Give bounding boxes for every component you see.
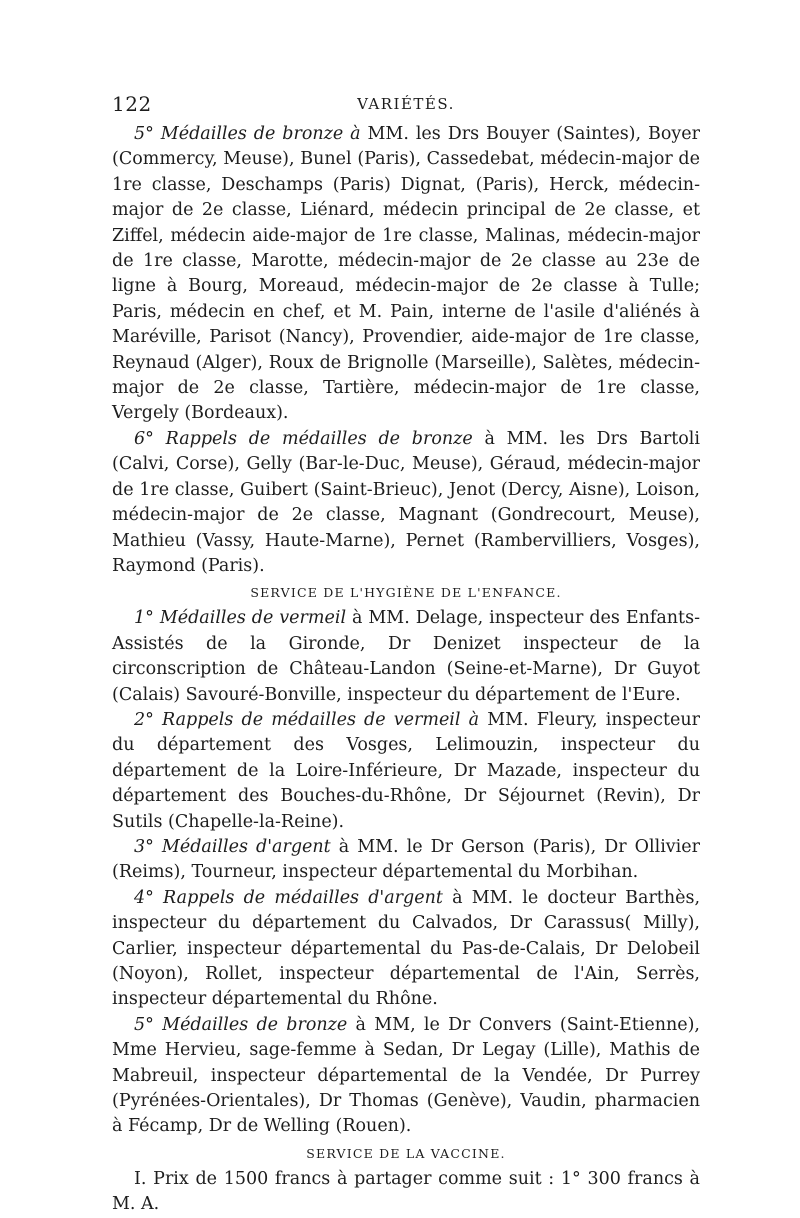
paragraph: [112, 606, 700, 708]
paragraph-lead: 1° Médailles de vermeil: [134, 608, 347, 629]
paragraph-text: MM. les Drs Bouyer (Saintes), Boyer (Commercy, Meuse), Bunel (Paris), Cassedebat, médecin-major de 1re classe, Deschamps (Paris) Dignat, (Paris), Herck, médecin-major de 2e classe, Liénard, médecin principal de 2e classe, et Ziffel, médecin aide-major de 1re classe, Malinas, médecin-major de 1re classe, Marotte, médecin-major de 2e classe au 23e de ligne à Bourg, Moreaud, médecin-major de 2e classe à Tulle; Paris, médecin en chef, et M. Pain, interne de l'asile d'aliénés à Maréville, Parisot (Nancy), Provendier, aide-major de 1re classe, Reynaud (Alger), Roux de Brignolle (Marseille), Salètes, médecin-major de 2e classe, Tartière, médecin-major de 1re classe, Vergely (Bordeaux).: [112, 124, 700, 424]
paragraph: [112, 1013, 700, 1140]
paragraph-text: I. Prix de 1500 francs à partager comme suit : 1° 300 francs à M. A.: [112, 1168, 700, 1215]
paragraph-text: à MM. le docteur Barthès, inspecteur du département du Calvados, Dr Carassus( Milly), Carlier, inspecteur départemental du Pas-de-Calais, Dr Delobeil (Noyon), Rollet, inspecteur départemental de l'Ain, Serrès, inspecteur départemental du Rhône.: [112, 887, 701, 1010]
page-number: 122: [112, 92, 152, 116]
paragraph: [112, 122, 700, 427]
paragraph: [112, 427, 700, 579]
paragraph-lead: 4° Rappels de médailles d'argent: [134, 887, 443, 908]
paragraph-lead: 5° Médailles de bronze: [134, 1014, 348, 1035]
paragraph-lead: 2° Rappels de médailles de vermeil à: [134, 709, 480, 730]
section-heading: SERVICE DE L'HYGIÈNE DE L'ENFANCE.: [250, 585, 562, 601]
paragraph: [112, 708, 700, 835]
page-header: [112, 92, 700, 122]
paragraph: [112, 1167, 700, 1218]
paragraph-text: à MM. le Dr Gerson (Paris), Dr Ollivier (Reims), Tourneur, inspecteur départemental du Morbihan.: [112, 836, 700, 883]
paragraph-lead: 6° Rappels de médailles de bronze: [134, 428, 473, 449]
paragraph-lead: 3° Médailles d'argent: [134, 836, 331, 857]
paragraph-lead: 5° Médailles de bronze à: [134, 124, 361, 144]
section-heading: SERVICE DE LA VACCINE.: [306, 1145, 506, 1161]
paragraph-text: à MM. les Drs Bartoli (Calvi, Corse), Gelly (Bar-le-Duc, Meuse), Géraud, médecin-major de 1re classe, Guibert (Saint-Brieuc), Jenot (Dercy, Aisne), Loison, médecin-major de 2e classe, Magnant (Gondrecourt, Meuse), Mathieu (Vassy, Haute-Marne), Pernet (Rambervilliers, Vosges), Raymond (Paris).: [112, 428, 700, 576]
paragraph-text: à MM. Delage, inspecteur des Enfants-Assistés de la Gironde, Dr Denizet inspecteur de la circonscription de Château-Landon (Seine-et-Marne), Dr Guyot (Calais) Savouré-Bonville, inspecteur du département de l'Eure.: [112, 608, 700, 705]
paragraph: [112, 835, 700, 886]
paragraph-text: à MM, le Dr Convers (Saint-Etienne), Mme Hervieu, sage-femme à Sedan, Dr Legay (Lille), Mathis de Mabreuil, inspecteur départemental de la Vendée, Dr Purrey (Pyrénées-Orientales), Dr Thomas (Genève), Vaudin, pharmacien à Fécamp, Dr de Welling (Rouen).: [112, 1014, 700, 1137]
running-title: VARIÉTÉS.: [357, 95, 455, 113]
paragraph: [112, 886, 700, 1013]
paragraph-text: MM. Fleury, inspecteur du département des Vosges, Lelimouzin, inspecteur du département de la Loire-Inférieure, Dr Mazade, inspecteur du département des Bouches-du-Rhône, Dr Séjournet (Revin), Dr Sutils (Chapelle-la-Reine).: [112, 709, 700, 832]
body-text: [112, 122, 700, 1218]
